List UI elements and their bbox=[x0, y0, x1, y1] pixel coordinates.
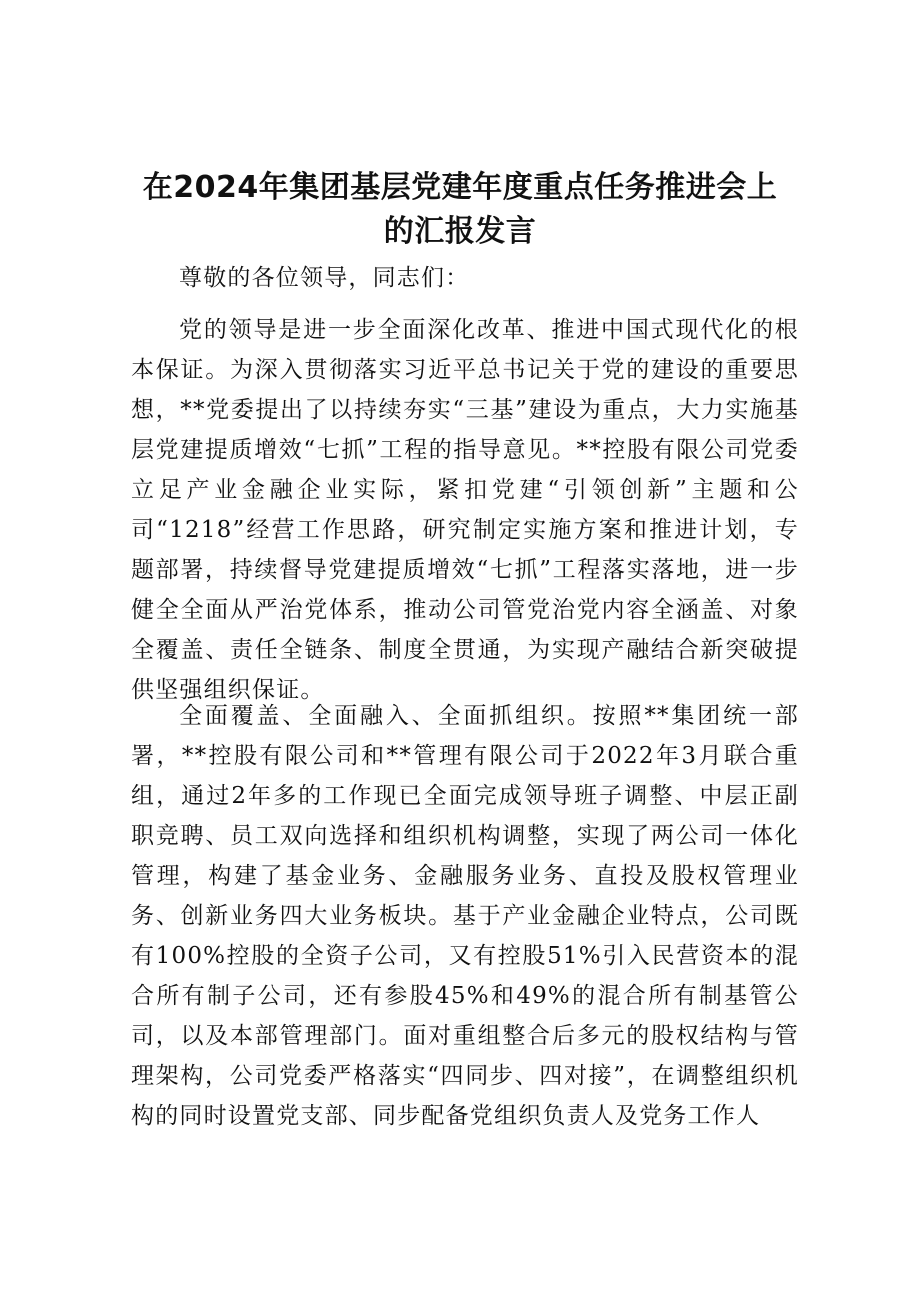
title-line-2: 的汇报发言 bbox=[383, 214, 537, 249]
paragraph-2: 全面覆盖、全面融入、全面抓组织。按照**集团统一部署，**控股有限公司和**管理有限公司于2022年3月联合重组，通过2年多的工作现已全面完成领导班子调整、中层正副职竞聘、员工双向选择和组织机构调整，实现了两公司一体化管理，构建了基金业务、金融服务业务、直投及股权管理业务、创新业务四大业务板块。基于产业金融企业特点，公司既有100%控股的全资子公司，又有控股51%引入民营资本的混合所有制子公司，还有参股45%和49%的混合所有制基管公司，以及本部管理部门。面对重组整合后多元的股权结构与管理架构，公司党委严格落实“四同步、四对接”，在调整组织机构的同时设置党支部、同步配备党组织负责人及党务工作人 bbox=[131, 703, 799, 1129]
document-title bbox=[100, 166, 820, 254]
title-line-1: 在2024年集团基层党建年度重点任务推进会上 bbox=[142, 170, 778, 205]
greeting: 尊敬的各位领导，同志们： bbox=[179, 265, 470, 291]
paragraph-1: 党的领导是进一步全面深化改革、推进中国式现代化的根本保证。为深入贯彻落实习近平总书记关于党的建设的重要思想，**党委提出了以持续夯实“三基”建设为重点，大力实施基层党建提质增效“七抓”工程的指导意见。**控股有限公司党委立足产业金融企业实际，紧扣党建“引领创新”主题和公司“1218”经营工作思路，研究制定实施方案和推进计划，专题部署，持续督导党建提质增效“七抓”工程落实落地，进一步健全全面从严治党体系，推动公司管党治党内容全涵盖、对象全覆盖、责任全链条、制度全贯通，为实现产融结合新突破提供坚强组织保证。 bbox=[131, 317, 799, 703]
